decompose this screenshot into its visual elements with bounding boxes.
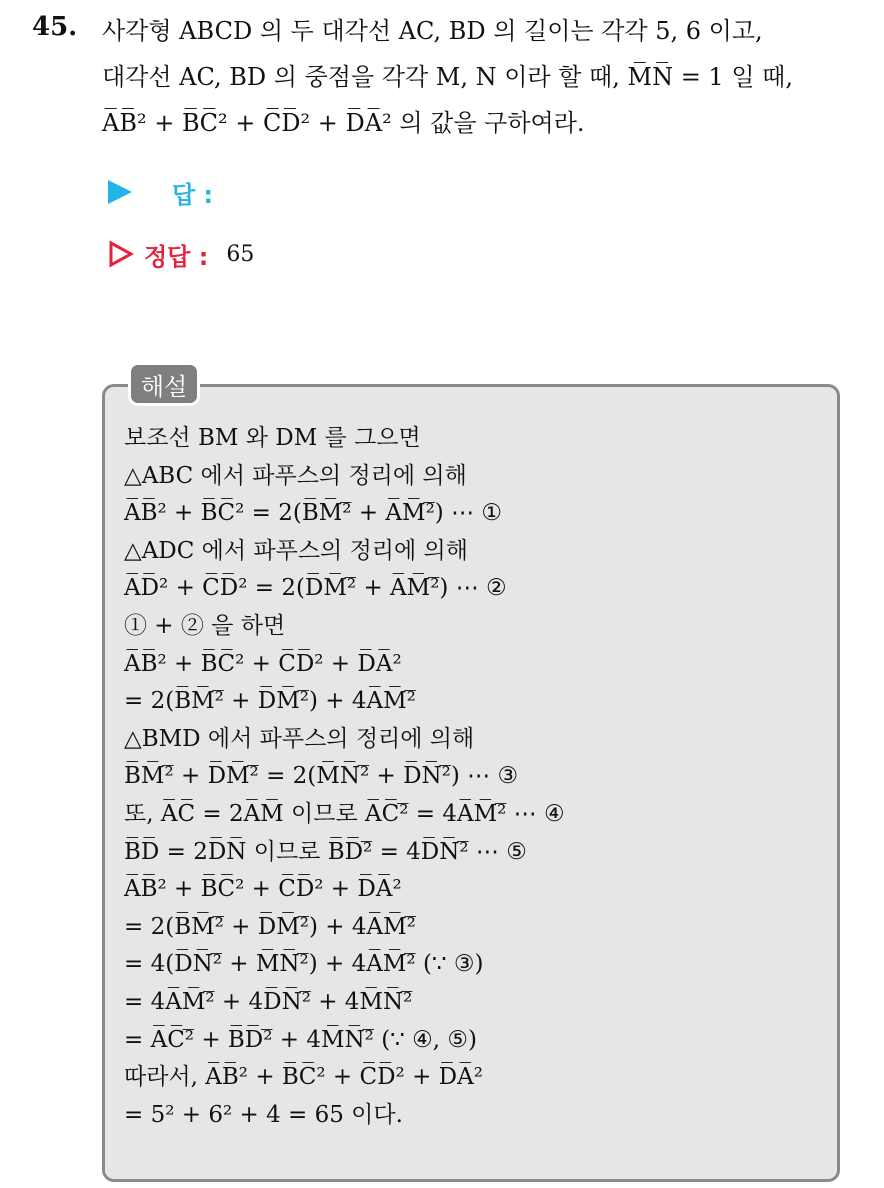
solution-line: A̅B̅² + B̅C̅² + C̅D̅² + D̅A̅² (124, 650, 402, 677)
problem-line: A̅B̅² + B̅C̅² + C̅D̅² + D̅A̅² 의 값을 구하여라. (102, 109, 585, 137)
solution-line: 또, A̅C̅ = 2A̅M̅ 이므로 A̅C̅²̅ = 4A̅M̅²̅ ⋯ ④ (124, 800, 565, 827)
solution-line: A̅B̅² + B̅C̅² = 2(B̅M̅²̅ + A̅M̅²̅) ⋯ ① (124, 500, 503, 527)
solution-line: A̅D̅² + C̅D̅² = 2(D̅M̅²̅ + A̅M̅²̅) ⋯ ② (124, 575, 507, 602)
solution-line: B̅M̅²̅ + D̅M̅²̅ = 2(M̅N̅²̅ + D̅N̅²̅) ⋯ ③ (124, 763, 519, 790)
play-triangle-icon (108, 180, 132, 204)
solution-line: = 4(D̅N̅²̅ + M̅N̅²̅) + 4A̅M̅²̅ (∵ ③) (124, 951, 484, 978)
answer-row (108, 174, 213, 210)
solution-line: = 2(B̅M̅²̅ + D̅M̅²̅) + 4A̅M̅²̅ (124, 688, 416, 715)
solution-line: = 2(B̅M̅²̅ + D̅M̅²̅) + 4A̅M̅²̅ (124, 913, 416, 940)
solution-line: 따라서, A̅B̅² + B̅C̅² + C̅D̅² + D̅A̅² (124, 1064, 483, 1091)
solution-line: △ABC 에서 파푸스의 정리에 의해 (124, 462, 467, 489)
answer-label: 답 : (172, 180, 214, 209)
solution-line: = 4A̅M̅²̅ + 4D̅N̅²̅ + 4M̅N̅²̅ (124, 988, 413, 1015)
solution-line: A̅B̅² + B̅C̅² + C̅D̅² + D̅A̅² (124, 876, 402, 903)
problem-line: 사각형 ABCD 의 두 대각선 AC, BD 의 길이는 각각 5, 6 이고, (102, 17, 763, 45)
solution-text (124, 420, 824, 1134)
correct-answer-row (108, 236, 254, 272)
problem-statement (102, 8, 862, 146)
correct-answer-value: 65 (226, 241, 255, 267)
solution-line: = A̅C̅²̅ + B̅D̅²̅ + 4M̅N̅²̅ (∵ ④, ⑤) (124, 1026, 477, 1053)
solution-line: △BMD 에서 파푸스의 정리에 의해 (124, 725, 475, 752)
solution-tag: 해설 (128, 362, 200, 406)
solution-line: B̅D̅ = 2D̅N̅ 이므로 B̅D̅²̅ = 4D̅N̅²̅ ⋯ ⑤ (124, 838, 527, 865)
problem-number: 45. (32, 12, 78, 42)
outline-triangle-icon (108, 240, 134, 268)
solution-line: 보조선 BM 와 DM 를 그으면 (124, 425, 421, 451)
correct-answer-label: 정답 : (144, 242, 209, 271)
solution-line: △ADC 에서 파푸스의 정리에 의해 (124, 537, 468, 564)
solution-line: ① + ② 을 하면 (124, 612, 286, 639)
problem-line: 대각선 AC, BD 의 중점을 각각 M, N 이라 할 때, M̅N̅ = 1 일 때, (102, 63, 793, 91)
solution-line: = 5² + 6² + 4 = 65 이다. (124, 1101, 403, 1128)
